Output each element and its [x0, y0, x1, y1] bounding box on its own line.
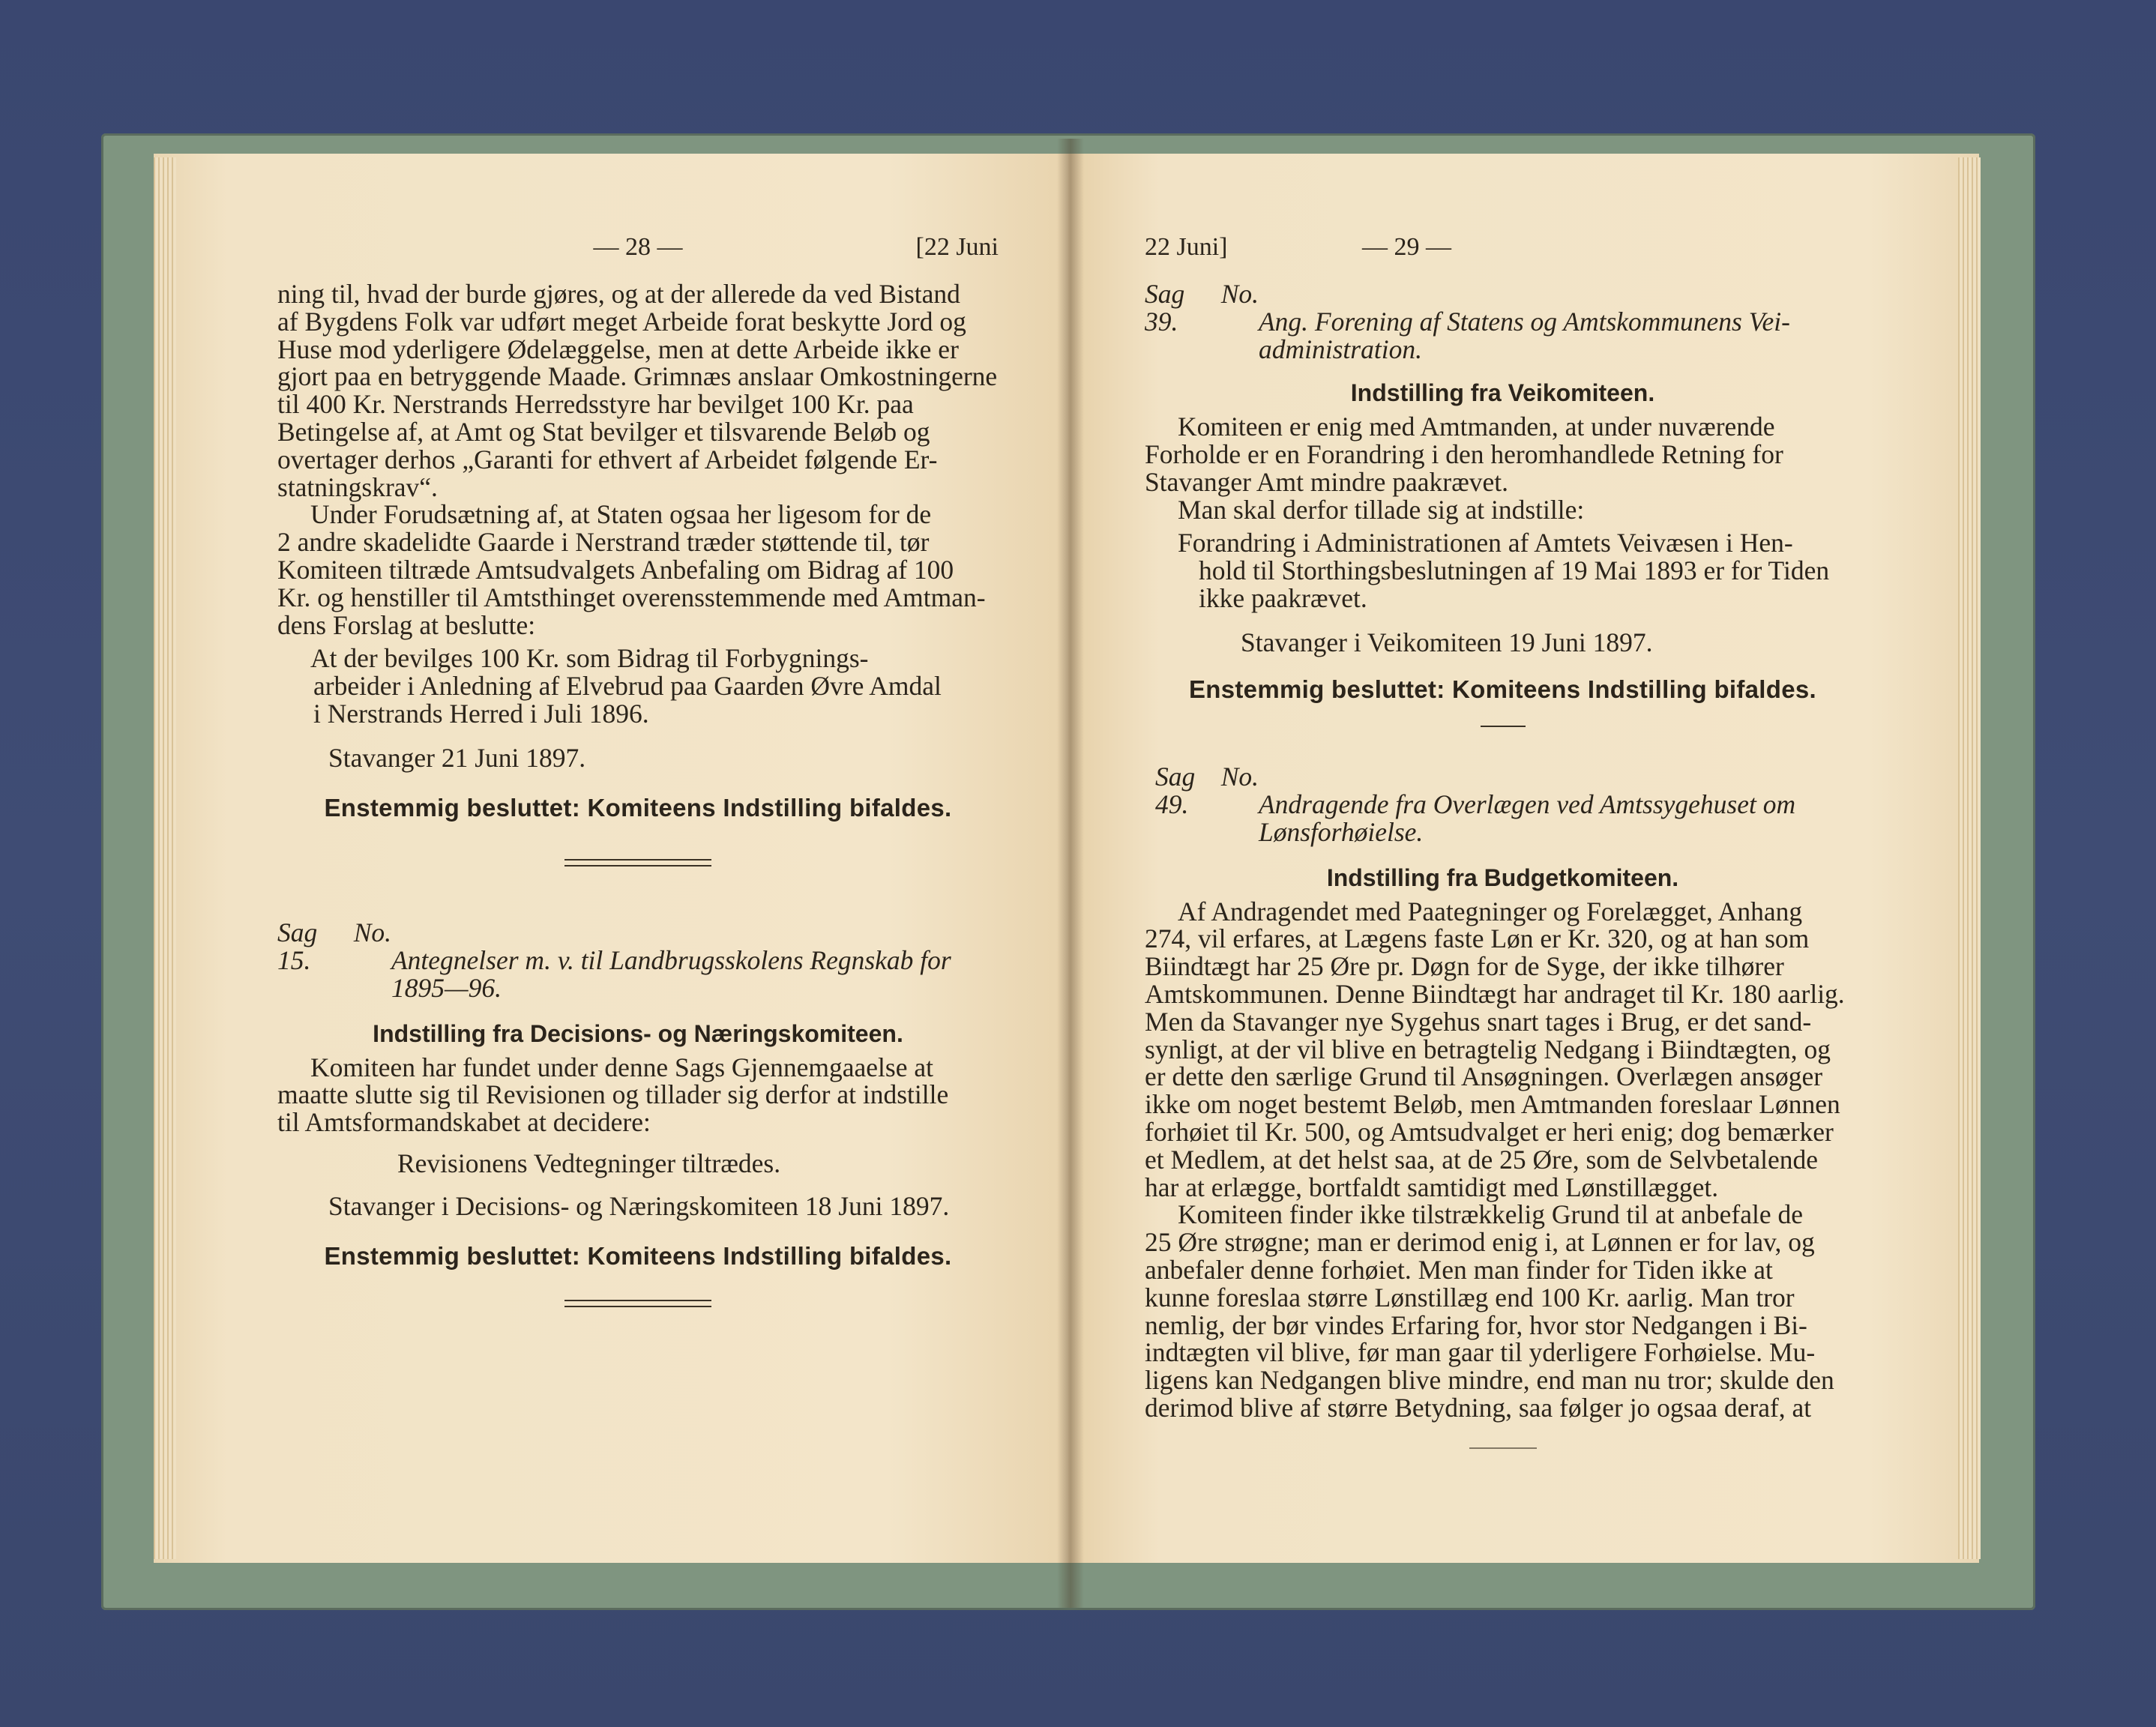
text-line: i Nerstrands Herred i Juli 1896. [313, 698, 649, 729]
paragraph [1145, 1201, 1861, 1421]
text-line: nemlig, der bør vindes Erfaring for, hvor stor Nedgangen i Bi- [1145, 1309, 1807, 1340]
text-line: ligens kan Nedgangen blive mindre, end man nu tror; skulde den [1145, 1365, 1834, 1396]
case-title [1145, 763, 1861, 846]
left-page-text [277, 234, 999, 1307]
text-line: ikke om noget bestemt Beløb, men Amtmanden foreslaar Lønnen [1145, 1089, 1840, 1120]
text-line: til 400 Kr. Nerstrands Herredsstyre har bevilget 100 Kr. paa [277, 389, 914, 420]
case-title-line: Antegnelser m. v. til Landbrugsskolens Regnskab for [391, 945, 951, 976]
text-line: ikke paakrævet. [1199, 582, 1367, 613]
text-line: Kr. og henstiller til Amtsthinget overensstemmende med Amtman- [277, 582, 986, 612]
case-title-line: Lønsforhøielse. [1259, 816, 1424, 847]
resolution: Enstemmig besluttet: Komiteens Indstilling bifaldes. [324, 793, 952, 822]
proposal [1145, 529, 1861, 612]
text-line: arbeider i Anledning af Elvebrud paa Gaarden Øvre Amdal [313, 671, 942, 702]
text-line: har at erlægge, bortfaldt samtidigt med Lønstillægget. [1145, 1172, 1719, 1202]
text-line: Stavanger Amt mindre paakrævet. [1145, 466, 1509, 497]
case-title-line: Andragende fra Overlægen ved Amtssygehuset om [1259, 789, 1796, 820]
text-line: Amtskommunen. Denne Biindtægt har andraget til Kr. 180 aarlig. [1145, 978, 1845, 1009]
text-line: dens Forslag at beslutte: [277, 609, 536, 640]
text-line: ning til, hvad der burde gjøres, og at der allerede da ved Bistand [277, 279, 960, 309]
left-page-edges [154, 157, 176, 1559]
text-line: 2 andre skadelidte Gaarde i Nerstrand træder støttende til, tør [277, 527, 930, 558]
resolution: Enstemmig besluttet: Komiteens Indstilling bifaldes. [1188, 675, 1817, 703]
text-line: af Bygdens Folk var udført meget Arbeide forat beskytte Jord og [277, 306, 966, 337]
text-line: 274, vil erfares, at Lægens faste Løn er Kr. 320, og at han som [1145, 923, 1810, 954]
section-divider [1469, 1447, 1537, 1449]
running-date: 22 Juni] [1145, 233, 1228, 261]
text-line: derimod blive af større Betydning, saa følger jo ogsaa deraf, at [1145, 1392, 1812, 1423]
proposal: Revisionens Vedtegninger tiltrædes. [397, 1148, 781, 1178]
paragraph [277, 1054, 999, 1136]
text-line: hold til Storthingsbeslutningen af 19 Mai 1893 er for Tiden [1199, 555, 1830, 586]
text-line: maatte slutte sig til Revisionen og tillader sig derfor at indstille [277, 1079, 949, 1110]
section-heading: Indstilling fra Decisions- og Næringskomiteen. [373, 1019, 903, 1047]
case-title-line: 1895—96. [391, 972, 502, 1003]
paragraph [1145, 898, 1861, 1202]
paragraph [277, 280, 999, 501]
case-title-line: Ang. Forening af Statens og Amtskommunens Vei- [1259, 306, 1790, 337]
case-title-line: administration. [1259, 334, 1422, 364]
text-line: Under Forudsætning af, at Staten ogsaa her ligesom for de [310, 499, 932, 530]
signature: Stavanger 21 Juni 1897. [328, 742, 586, 773]
section-divider [1481, 726, 1526, 727]
right-page-edges [1958, 157, 1981, 1559]
text-line: Komiteen er enig med Amtmanden, at under nuværende [1178, 412, 1775, 442]
text-line: statningskrav“. [277, 471, 438, 502]
paragraph [1145, 413, 1861, 523]
text-line: Forholde er en Forandring i den heromhandlede Retning for [1145, 438, 1783, 469]
signature: Stavanger i Decisions- og Næringskomiteen 18 Juni 1897. [328, 1190, 950, 1221]
text-line: 25 Øre strøgne; man er derimod enig i, at Lønnen er for lav, og [1145, 1227, 1815, 1258]
section-heading: Indstilling fra Veikomiteen. [1350, 379, 1655, 407]
text-line: Komiteen har fundet under denne Sags Gjennemgaaelse at [310, 1052, 933, 1082]
text-line: gjort paa en betryggende Maade. Grimnæs anslaar Omkostningerne [277, 361, 998, 392]
section-divider [564, 1300, 711, 1307]
text-line: kunne foreslaa større Lønstillæg end 100 Kr. aarlig. Man tror [1145, 1282, 1795, 1312]
right-page-text [1145, 234, 1861, 1449]
text-line: Af Andragendet med Paategninger og Forelægget, Anhang [1178, 896, 1803, 926]
text-line: anbefaler denne forhøiet. Men man finder for Tiden ikke at [1145, 1254, 1773, 1285]
page-number: — 28 — [593, 233, 683, 261]
case-number: Sag No. 15. [277, 917, 391, 976]
left-running-head [277, 234, 999, 280]
text-line: Biindtægt har 25 Øre pr. Døgn for de Syge, der ikke tilhører [1145, 951, 1784, 982]
section-heading: Indstilling fra Budgetkomiteen. [1326, 864, 1679, 891]
case-number: Sag No. 39. [1145, 279, 1259, 337]
page-number: — 29 — [1362, 233, 1451, 261]
running-date: [22 Juni [915, 233, 999, 261]
case-title [1145, 280, 1861, 363]
book-spine [1057, 139, 1084, 1608]
text-line: Betingelse af, at Amt og Stat bevilger et tilsvarende Beløb og [277, 416, 930, 447]
text-line: Huse mod yderligere Ødelæggelse, men at dette Arbeide ikke er [277, 334, 959, 364]
text-line: synligt, at der vil blive en betragtelig Nedgang i Biindtægten, og [1145, 1034, 1831, 1064]
proposal [277, 645, 999, 727]
text-line: Man skal derfor tillade sig at indstille: [1178, 494, 1585, 525]
text-line: et Medlem, at det helst saa, at de 25 Øre, som de Selvbetalende [1145, 1144, 1819, 1175]
text-line: til Amtsformandskabet at decidere: [277, 1107, 651, 1138]
text-line: Forandring i Administrationen af Amtets Veivæsen i Hen- [1178, 528, 1793, 558]
text-line: Komiteen tiltræde Amtsudvalgets Anbefaling om Bidrag af 100 [277, 554, 954, 585]
resolution: Enstemmig besluttet: Komiteens Indstilling bifaldes. [324, 1241, 952, 1270]
text-line: overtager derhos „Garanti for ethvert af Arbeidet følgende Er- [277, 444, 938, 474]
text-line: indtægten vil blive, før man gaar til yderligere Forhøielse. Mu- [1145, 1337, 1816, 1368]
case-title [277, 919, 999, 1001]
text-line: Komiteen finder ikke tilstrækkelig Grund til at anbefale de [1178, 1199, 1804, 1230]
case-number: Sag No. 49. [1155, 762, 1259, 820]
signature: Stavanger i Veikomiteen 19 Juni 1897. [1241, 627, 1653, 657]
text-line: er dette den særlige Grund til Ansøgningen. Overlægen ansøger [1145, 1061, 1823, 1092]
paragraph [277, 501, 999, 639]
text-line: forhøiet til Kr. 500, og Amtsudvalget er heri enig; dog bemærker [1145, 1116, 1834, 1147]
text-line: Men da Stavanger nye Sygehus snart tages i Brug, er det sand- [1145, 1006, 1812, 1037]
section-divider [564, 859, 711, 866]
right-running-head [1145, 234, 1861, 280]
text-line: At der bevilges 100 Kr. som Bidrag til Forbygnings- [310, 643, 869, 674]
